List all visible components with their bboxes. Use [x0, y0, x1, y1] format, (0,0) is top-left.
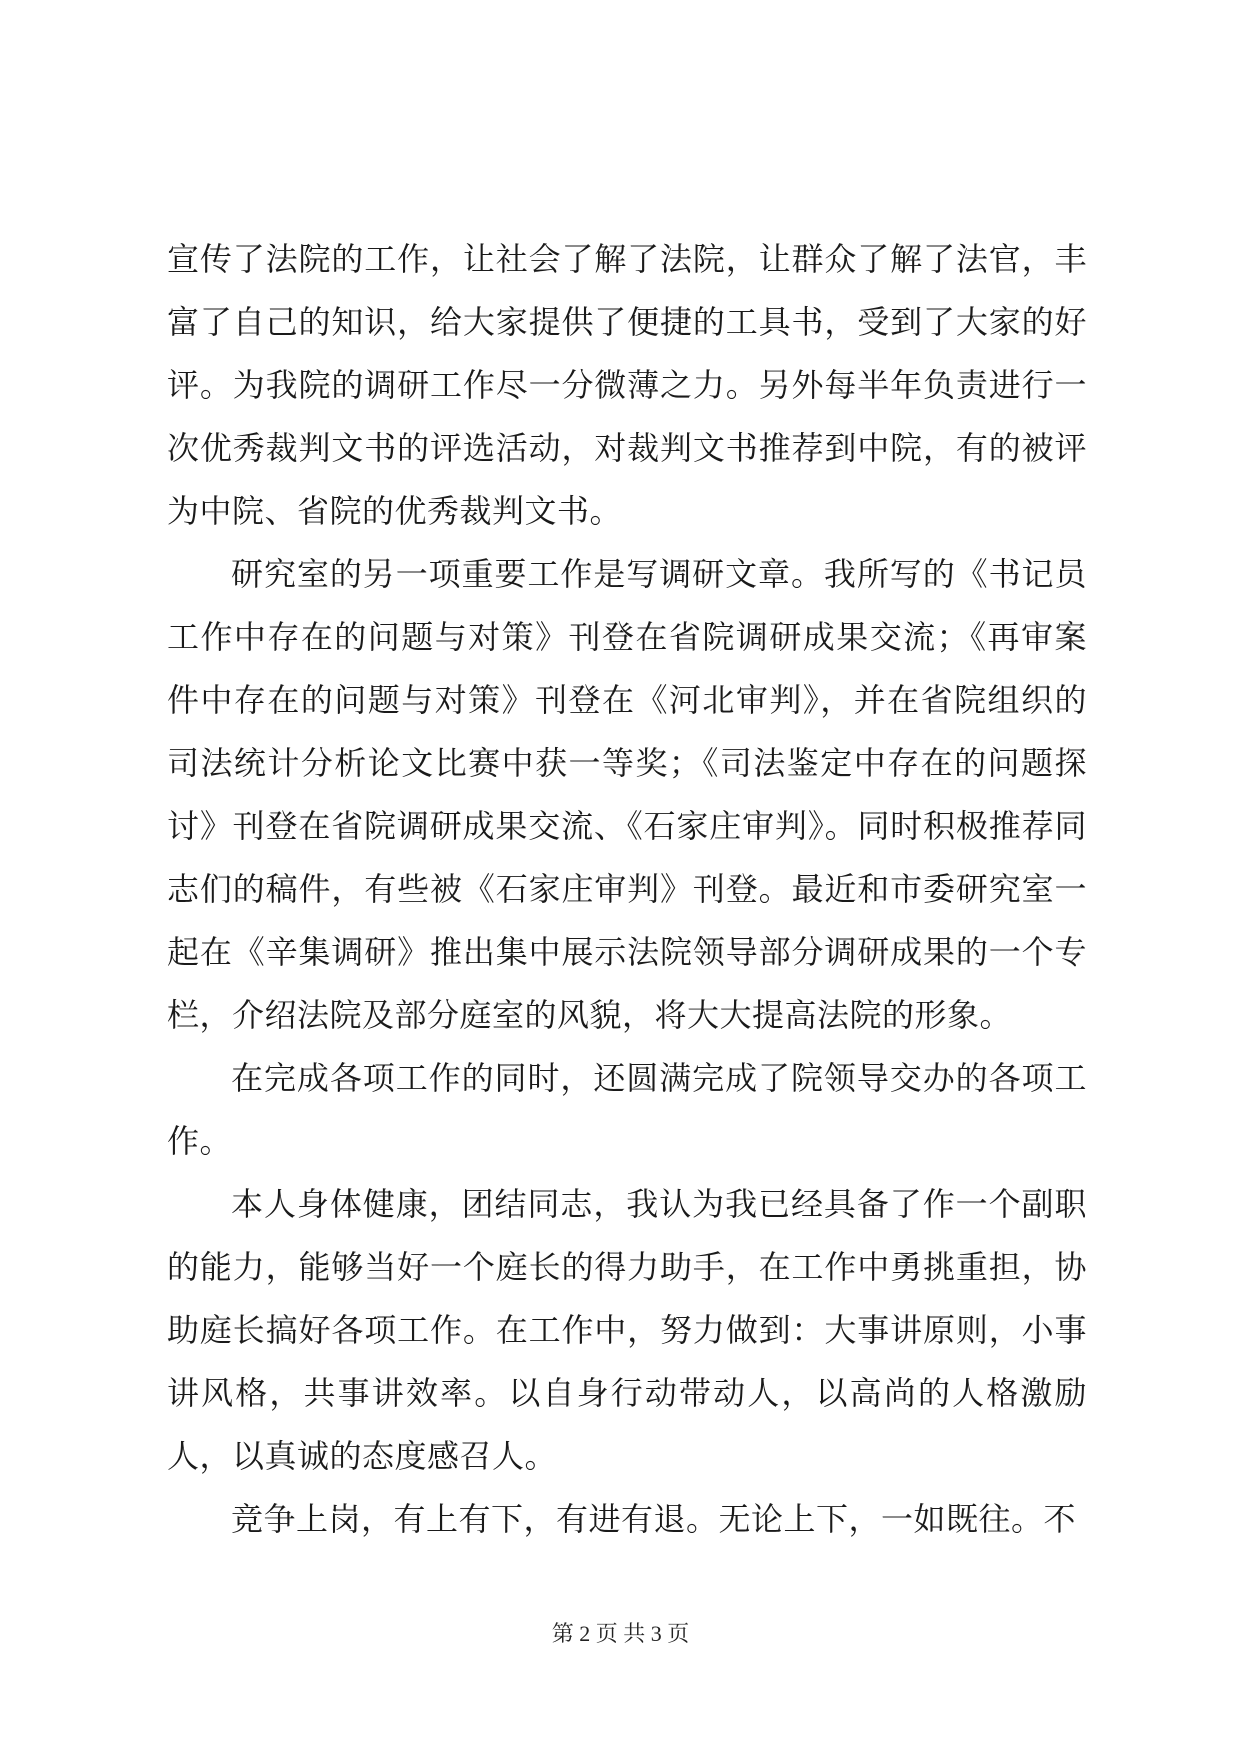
paragraph-1: 宣传了法院的工作，让社会了解了法院，让群众了解了法官，丰富了自己的知识，给大家提供了便捷的工具书，受到了大家的好评。为我院的调研工作尽一分微薄之力。另外每半年负责进行一次优秀裁判文书的评选活动，对裁判文书推荐到中院，有的被评为中院、省院的优秀裁判文书。	[167, 240, 1087, 530]
paragraph-3: 在完成各项工作的同时，还圆满完成了院领导交办的各项工作。	[167, 1059, 1087, 1160]
paragraph-5: 竞争上岗，有上有下，有进有退。无论上下，一如既往。不	[231, 1500, 1077, 1538]
document-body	[167, 228, 1087, 1551]
paragraph-4: 本人身体健康，团结同志，我认为我已经具备了作一个副职的能力，能够当好一个庭长的得力助手，在工作中勇挑重担，协助庭长搞好各项工作。在工作中，努力做到：大事讲原则，小事讲风格，共事讲效率。以自身行动带动人，以高尚的人格激励人，以真诚的态度感召人。	[167, 1185, 1087, 1475]
page-number-footer: 第 2 页 共 3 页	[551, 1621, 690, 1646]
paragraph-2: 研究室的另一项重要工作是写调研文章。我所写的《书记员工作中存在的问题与对策》刊登在省院调研成果交流；《再审案件中存在的问题与对策》刊登在《河北审判》，并在省院组织的司法统计分析论文比赛中获一等奖；《司法鉴定中存在的问题探讨》刊登在省院调研成果交流、《石家庄审判》。同时积极推荐同志们的稿件，有些被《石家庄审判》刊登。最近和市委研究室一起在《辛集调研》推出集中展示法院领导部分调研成果的一个专栏，介绍法院及部分庭室的风貌，将大大提高法院的形象。	[167, 555, 1087, 1034]
